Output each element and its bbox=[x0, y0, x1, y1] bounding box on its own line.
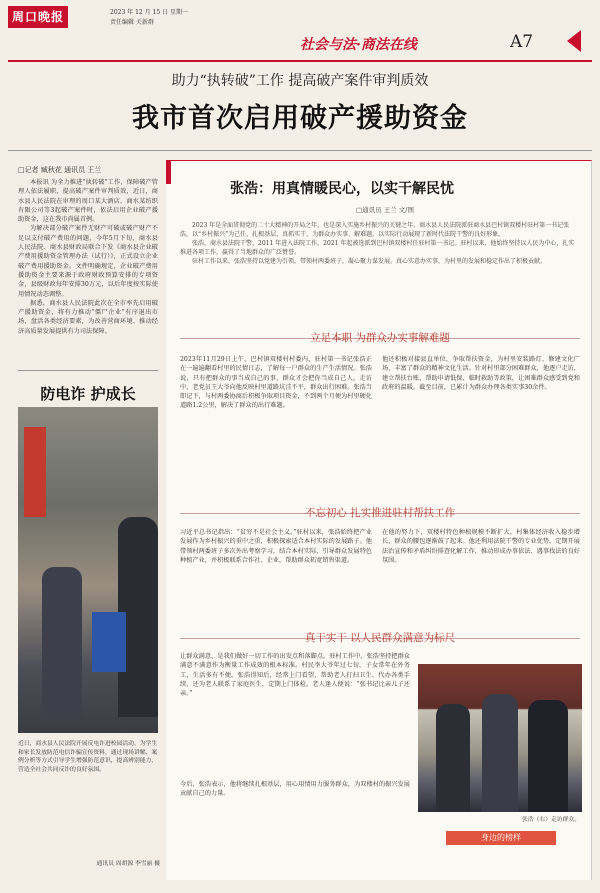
person-figure bbox=[436, 704, 470, 812]
left-feature-title: 防电诈 护成长 bbox=[40, 385, 136, 403]
intro-paragraph: 2023 年是全面贯彻党的二十大精神的开局之年，也是深入实施乡村振兴的关键之年。商水县人民法院派驻商水县巴村镇双楼村驻村第一书记张浩，以“乡村振兴”为己任，扎根基层，真抓实干，为群众办实事、解难题，以实际行动展现了新时代法院干警的良好形象。 bbox=[180, 222, 570, 238]
left-article-body bbox=[18, 178, 158, 336]
section-2-left: 习近平总书记指出：“贫穷不是社会主义。”驻村以来，张浩始终把产业发展作为乡村振兴的重中之重，积极探索适合本村实际的发展路子。他带领村两委班子多次外出考察学习，结合本村实际，引导群众发展特色种植产业，并积极联系合作社、企业，帮助群众拓宽销售渠道。 bbox=[180, 529, 372, 564]
feature-title: 张浩：用真情暖民心，以实干解民忧 bbox=[230, 181, 454, 197]
section-1-right: 他还积极对接县直单位，争取帮扶资金，为村里安装路灯、修建文化广场，丰富了群众的精神文化生活。针对村里部分困难群众，他逐户走访，建立帮扶台账，帮助申请低保、临时救助等政策，让困难群众感受到党和政府的温暖。截至目前，已累计为群众办理各类实事30余件。 bbox=[382, 356, 580, 391]
feature-accent-bar bbox=[166, 160, 171, 184]
left-column-rule bbox=[18, 370, 158, 371]
section-3-left: 让群众满意，是我们做好一切工作的出发点和落脚点。驻村工作中，张浩坚持把群众满意不满意作为衡量工作成效的根本标准。村民李大爷年过七旬，子女常年在外务工，生活多有不便。张浩得知后，经常上门看望，帮助老人打扫卫生、代办各类手续，还为老人联系了家庭医生，定期上门体检。老人逢人便说：“张书记比亲儿子还亲。” bbox=[180, 653, 410, 698]
feature-byline: □通讯员 王兰 文/图 bbox=[356, 206, 414, 214]
person-figure bbox=[528, 700, 568, 812]
banner-shape bbox=[24, 427, 46, 517]
section-heading: 不忘初心 扎实推进驻村帮扶工作 bbox=[304, 507, 456, 519]
headline-kicker: 助力“执转破”工作 提高破产案件审判质效 bbox=[171, 73, 429, 89]
tote-bag-shape bbox=[92, 612, 126, 672]
section-title: 社会与法·商法在线 bbox=[300, 37, 417, 53]
left-paragraph: 据悉，商水县人民法院此次在全市率先启用破产援助资金，将有力推动“僵尸企业”有序退出市场，盘活各类经济要素，为改善营商环境、推动经济高质量发展提供有力司法保障。 bbox=[18, 299, 158, 335]
section-2-right: 在他的努力下，双楼村特色种植规模不断扩大，村集体经济收入稳步增长，群众的腰包逐渐鼓了起来。他还利用法院干警的专业优势，定期开展法治宣传和矛盾纠纷排查化解工作，推动形成办事依法、遇事找法的良好氛围。 bbox=[382, 529, 580, 564]
feature-intro bbox=[180, 222, 580, 267]
section-3-right: 今后，张浩表示，他将继续扎根基层，用心用情用力服务群众，为双楼村的振兴发展贡献自己的力量。 bbox=[180, 781, 410, 798]
editor-credit: 责任编辑 关新群 bbox=[110, 19, 154, 26]
feature-photo-caption: 张浩（右）走访群众。 bbox=[522, 817, 580, 823]
intro-paragraph: 张浩，商水县法院干警，2011 年进入法院工作，2021 年起被选派到巴村镇双楼村任驻村第一书记。驻村以来，他始终坚持以人民为中心，扎实推进各项工作，赢得了当地群众的广泛赞誉。 bbox=[180, 239, 575, 256]
intro-paragraph: 驻村工作以来，张浩坚持以党建为引领，带领村两委班子，凝心聚力谋发展，真心实意办实事，为村里的发展和稳定作出了积极贡献。 bbox=[192, 257, 547, 265]
page-number: A7 bbox=[510, 32, 534, 52]
photo-credit: 通讯员 周胡源 李雪丽 摄 bbox=[96, 861, 160, 867]
person-figure bbox=[482, 694, 518, 812]
page-arrow-icon bbox=[567, 30, 581, 52]
left-article-byline: □记者 臧秋花 通讯员 王兰 bbox=[18, 166, 102, 174]
left-feature-caption: 近日，商水县人民法院开展反电诈进校园活动，为学生和家长发放防范电信诈骗宣传资料，通过现场讲解、案例分析等方式引导学生增强防范意识，提高辨别能力，营造全社会共同反诈的良好氛围。 bbox=[18, 741, 158, 773]
section-heading: 真干实干 以人民群众满意为标尺 bbox=[304, 632, 456, 644]
left-paragraph: 为解决部分破产案件无财产可破或破产财产不足以支付破产费用的问题，今年5月下旬，商水县人民法院、商水县财政局联合下发《商水县企业破产费用援助资金管理办法（试行）》，正式设立企业破产费用援助资金。文件明确规定，企业破产费用援助资金主要来源于政府财政预算安排的专项资金，县级财政每年安排30万元，以后年度按实际使用情况动态调整。 bbox=[18, 225, 158, 298]
headline-rule bbox=[8, 150, 592, 151]
headline-main: 我市首次启用破产援助资金 bbox=[132, 103, 468, 134]
visit-photo bbox=[418, 664, 582, 812]
masthead-logo: 周口晚报 bbox=[8, 6, 68, 28]
anti-fraud-photo bbox=[18, 407, 158, 733]
issue-date: 2023 年 12 月 15 日 星期一 bbox=[110, 9, 188, 16]
section-1-left: 2023年11月29日上午，巴村镇双楼村村委内，驻村第一书记张浩正在一遍遍翻看村里的民情日志，了解每一户群众的生产生活情况。张浩说，只有把群众的事当成自己的事，群众才会把你当成自己人。走访中，老党员王大爷向他反映村里道路坑洼不平，群众出行困难。张浩当即记下，与村两委协商后积极争取项目资金，不到两个月便为村里硬化道路1.2公里，解决了群众的出行难题。 bbox=[180, 356, 372, 410]
section-heading: 立足本职 为群众办实事解难题 bbox=[310, 332, 450, 344]
feature-tag: 身边的榜样 bbox=[446, 831, 556, 845]
child-figure bbox=[42, 567, 82, 717]
left-paragraph: 本报讯 为全力推进“执转破”工作，保障破产管理人依法履职，提高破产案件审判质效，近日，商水县人民法院在审理的周口某大酒店、商水某纺织有限公司等3起破产案件时，依法启用企业破产援助资金，这在我市尚属首例。 bbox=[18, 179, 158, 224]
header-rule bbox=[8, 60, 592, 62]
